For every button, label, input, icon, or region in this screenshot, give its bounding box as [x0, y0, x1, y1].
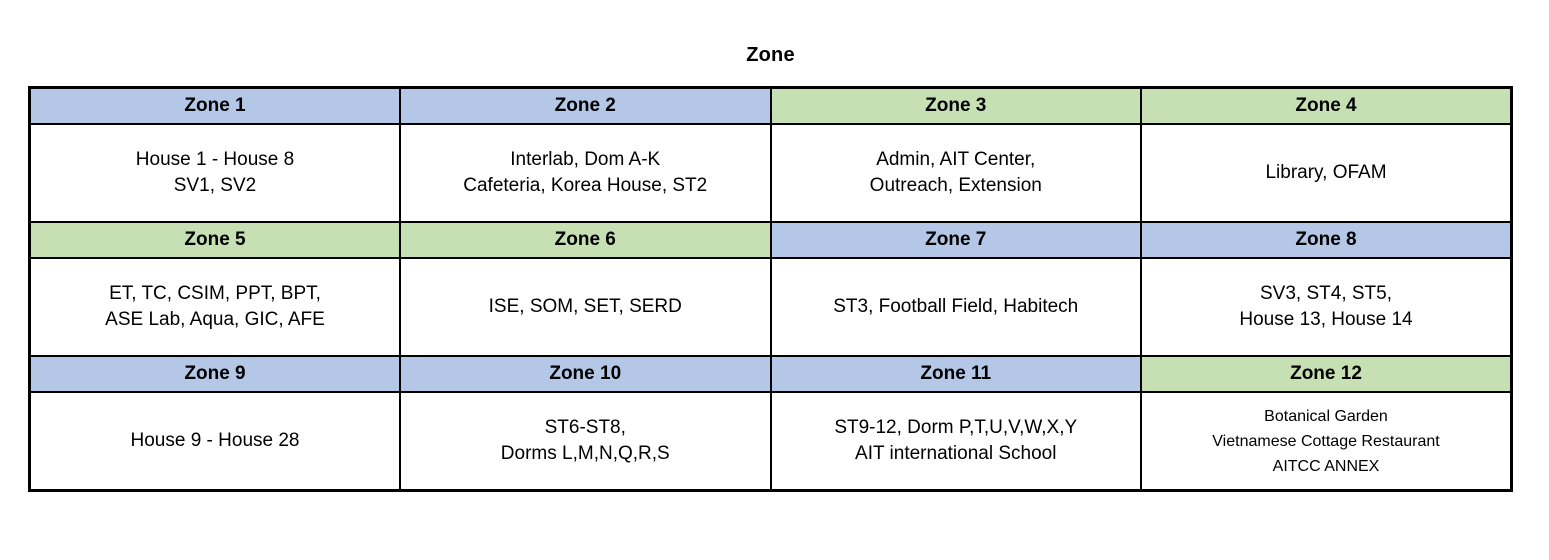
zone-2-cell — [400, 124, 771, 222]
zone-4-cell — [1141, 124, 1512, 222]
zone-11-cell — [771, 392, 1142, 491]
zone-11-header: Zone 11 — [771, 356, 1142, 392]
zone-4-line-1: Library, OFAM — [1265, 162, 1387, 183]
zone-10-line-2: Dorms L,M,N,Q,R,S — [500, 443, 670, 464]
zone-12-line-3: AITCC ANNEX — [1272, 457, 1380, 475]
zone-9-line-1: House 9 - House 28 — [130, 430, 300, 451]
zone-5-line-2: ASE Lab, Aqua, GIC, AFE — [105, 309, 325, 330]
zone-8-line-2: House 13, House 14 — [1239, 309, 1413, 330]
zone-8-cell — [1141, 258, 1512, 356]
zone-9-header: Zone 9 — [30, 356, 401, 392]
header-row-1 — [30, 88, 1512, 125]
zone-table — [28, 86, 1513, 492]
zone-10-line-1: ST6-ST8, — [544, 417, 626, 438]
zone-12-line-2: Vietnamese Cottage Restaurant — [1212, 432, 1440, 450]
zone-3-line-1: Admin, AIT Center, — [876, 149, 1036, 170]
zone-12-header: Zone 12 — [1141, 356, 1512, 392]
zone-1-line-1: House 1 - House 8 — [135, 149, 295, 170]
zone-7-cell — [771, 258, 1142, 356]
zone-11-line-2: AIT international School — [855, 443, 1057, 464]
zone-2-header: Zone 2 — [400, 88, 771, 125]
zone-8-line-1: SV3, ST4, ST5, — [1260, 283, 1392, 304]
zone-9-cell — [30, 392, 401, 491]
zone-6-header: Zone 6 — [400, 222, 771, 258]
content-row-1 — [30, 124, 1512, 222]
zone-7-line-1: ST3, Football Field, Habitech — [833, 296, 1079, 317]
zone-5-line-1: ET, TC, CSIM, PPT, BPT, — [109, 283, 321, 304]
zone-1-line-2: SV1, SV2 — [173, 175, 257, 196]
zone-5-header: Zone 5 — [30, 222, 401, 258]
zone-8-header: Zone 8 — [1141, 222, 1512, 258]
zone-3-cell — [771, 124, 1142, 222]
zone-3-line-2: Outreach, Extension — [869, 175, 1042, 196]
content-row-2 — [30, 258, 1512, 356]
zone-4-header: Zone 4 — [1141, 88, 1512, 125]
zone-11-line-1: ST9-12, Dorm P,T,U,V,W,X,Y — [834, 417, 1078, 438]
zone-3-header: Zone 3 — [771, 88, 1142, 125]
zone-table-body — [30, 88, 1512, 491]
zone-12-line-1: Botanical Garden — [1264, 407, 1388, 425]
header-row-2 — [30, 222, 1512, 258]
zone-10-header: Zone 10 — [400, 356, 771, 392]
zone-2-line-2: Cafeteria, Korea House, ST2 — [463, 175, 708, 196]
zone-1-cell — [30, 124, 401, 222]
zone-1-header: Zone 1 — [30, 88, 401, 125]
table-title: Zone — [746, 44, 795, 66]
content-row-3 — [30, 392, 1512, 491]
zone-12-cell — [1141, 392, 1512, 491]
zone-6-cell — [400, 258, 771, 356]
zone-6-line-1: ISE, SOM, SET, SERD — [488, 296, 682, 317]
zone-5-cell — [30, 258, 401, 356]
zone-10-cell — [400, 392, 771, 491]
zone-7-header: Zone 7 — [771, 222, 1142, 258]
header-row-3 — [30, 356, 1512, 392]
zone-2-line-1: Interlab, Dom A-K — [510, 149, 661, 170]
